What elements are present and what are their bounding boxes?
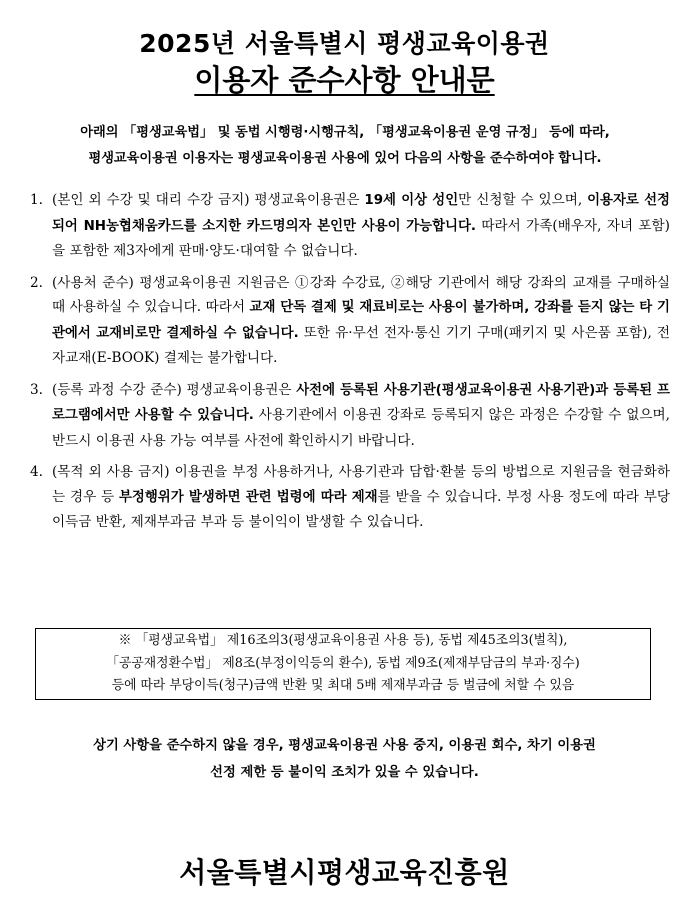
rule-text: 를 받을 수 있습니다. 부정 사용 정도에 따라 부당이득금 반환, 제재부과금 부과 등 불이익이 발생할 수 있습니다. (52, 488, 670, 530)
rule-number: 3. (30, 381, 43, 398)
rule-number: 2. (30, 274, 43, 291)
rule-text: 만 신청할 수 있으며, (458, 192, 588, 208)
rule-item-3 (30, 378, 670, 454)
issuing-organization: 서울특별시평생교육진흥원 (179, 856, 510, 889)
warning-paragraph (20, 732, 669, 786)
legal-notice-line-2: 「공공재정환수법」 제8조(부정이익등의 환수), 동법 제9조(제재부담금의 부과·징수) (106, 655, 580, 671)
rule-text: (사용처 준수) 평생교육이용권 지원금은 ①강좌 수강료, ②해당 기관에서 해당 강좌의 교재를 구매하실 때 사용하실 수 있습니다. 따라서 (52, 274, 670, 315)
rule-emphasis: 교재 단독 결제 및 재료비로는 사용이 불가하며, 강좌를 듣지 않는 타 기관에서 교재비로만 결제하실 수 없습니다. (52, 300, 670, 341)
rule-text: 사용기관에서 이용권 강좌로 등록되지 않은 과정은 수강할 수 없으며, 반드시 이용권 사용 가능 여부를 사전에 확인하시기 바랍니다. (52, 407, 670, 449)
rule-emphasis: 부정행위가 발생하면 관련 법령에 따라 제재 (118, 489, 378, 505)
document-title-line2 (0, 58, 689, 99)
rule-emphasis: 이용자로 선정되어 NH농협채움카드를 소지한 카드명의자 본인만 사용이 가능합니다. (52, 193, 670, 234)
rule-text: 또한 유·무선 전자·통신 기기 구매(패키지 및 사은품 포함), 전자교재(E-BOOK) 결제는 불가합니다. (52, 324, 671, 366)
legal-notice-line-1: ※ 「평생교육법」 제16조의3(평생교육이용권 사용 등), 동법 제45조의3(벌칙), (118, 633, 568, 648)
document-title-line2-text: 이용자 준수사항 안내문 (194, 63, 495, 97)
rule-text: (등록 과정 수강 준수) 평생교육이용권은 (52, 381, 297, 398)
document-title-line1: 2025년 서울특별시 평생교육이용권 (139, 29, 550, 58)
intro-line-2: 평생교육이용권 이용자는 평생교육이용권 사용에 있어 다음의 사항을 준수하여야 합니다. (88, 151, 602, 166)
rule-item-4 (30, 460, 670, 535)
rule-emphasis: 사전에 등록된 사용기관(평생교육이용권 사용기관)과 등록된 프로그램에서만 사용할 수 있습니다. (52, 382, 670, 423)
legal-notice-line-3: 등에 따라 부당이득(청구)금액 반환 및 최대 5배 제재부과금 등 벌금에 처할 수 있음 (111, 678, 575, 693)
rule-number: 4. (30, 464, 43, 480)
warning-line-2: 선정 제한 등 불이익 조치가 있을 수 있습니다. (210, 765, 479, 780)
rule-number: 1. (30, 192, 43, 208)
legal-notice-box (35, 628, 651, 700)
rule-text: (본인 외 수강 및 대리 수강 금지) 평생교육이용권은 (52, 192, 365, 208)
warning-line-1: 상기 사항을 준수하지 않을 경우, 평생교육이용권 사용 중지, 이용권 회수, 차기 이용권 (93, 738, 596, 753)
rule-text: (목적 외 사용 금지) 이용권을 부정 사용하거나, 사용기관과 담합·환불 등의 방법으로 지원금을 현금화하는 경우 등 (52, 464, 670, 505)
rule-item-2 (30, 271, 670, 371)
intro-paragraph (30, 120, 660, 172)
intro-line-1: 아래의 「평생교육법」 및 동법 시행령·시행규칙, 「평생교육이용권 운영 규정」 등에 따라, (80, 125, 610, 140)
rule-item-1 (30, 188, 670, 264)
rule-emphasis: 19세 이상 성인 (364, 193, 459, 208)
rules-list (30, 188, 670, 542)
rule-text: 따라서 가족(배우자, 자녀 포함)을 포함한 제3자에게 판매·양도·대여할 수 없습니다. (52, 217, 670, 259)
